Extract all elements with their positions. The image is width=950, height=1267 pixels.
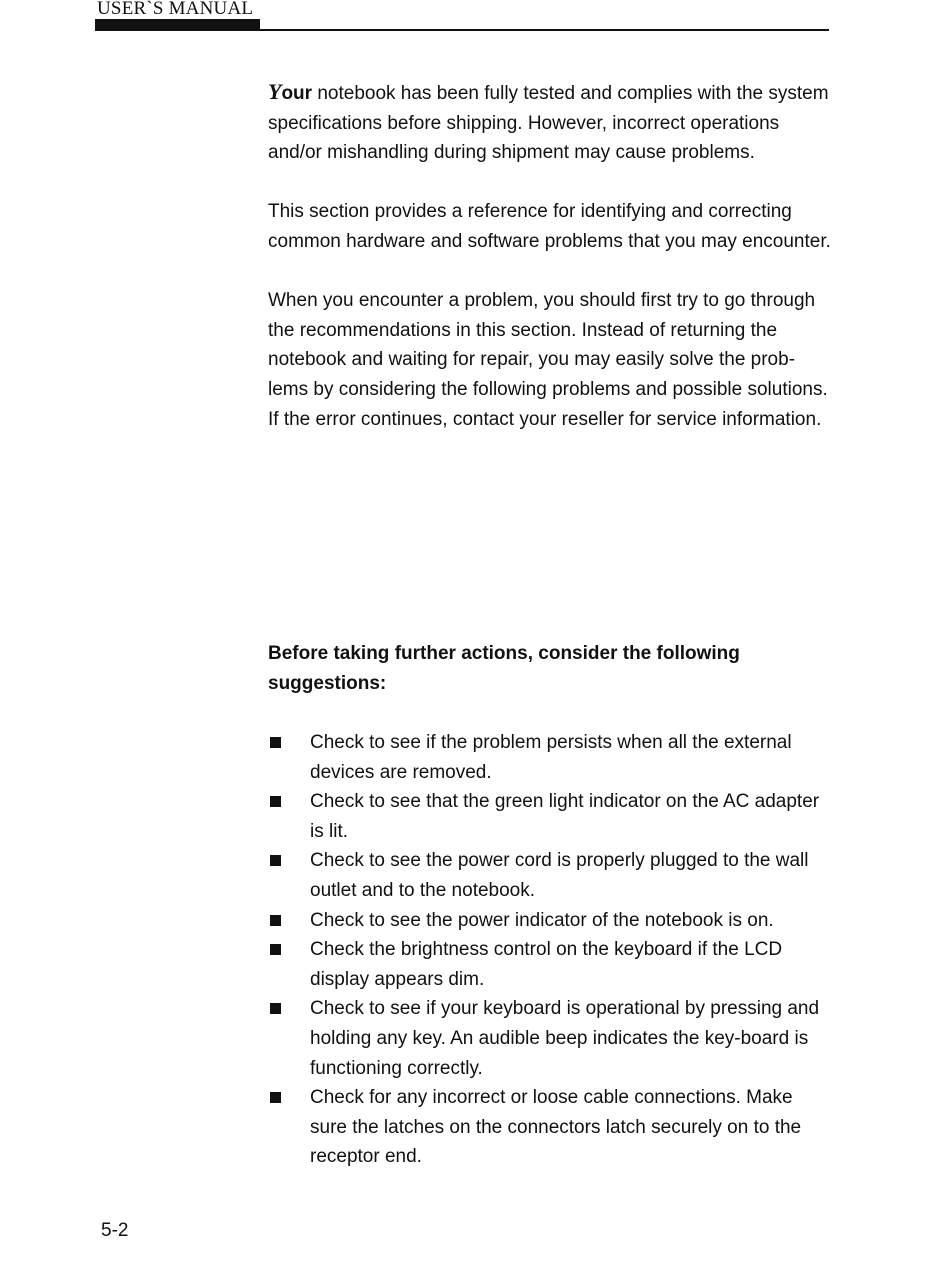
list-item bbox=[268, 935, 833, 994]
list-item bbox=[268, 994, 833, 1083]
intro-section bbox=[268, 77, 833, 434]
list-item-text: Check to see that the green light indicator on the AC adapter is lit. bbox=[310, 791, 820, 842]
list-item bbox=[268, 906, 833, 936]
lead-rest: our bbox=[281, 83, 313, 104]
lead-word bbox=[268, 79, 313, 104]
square-bullet-icon bbox=[270, 796, 281, 807]
list-item bbox=[268, 1083, 833, 1172]
intro-paragraph-1 bbox=[268, 77, 833, 168]
square-bullet-icon bbox=[270, 915, 281, 926]
intro-paragraph-3: When you encounter a problem, you should first try to go through the recommendations in this section. Instead of returning the notebook and waiting for repair, you may easily solve the prob-lems by considering the following problems and possible solutions. If the error continues, contact your reseller for service information. bbox=[268, 290, 828, 430]
list-item-text: Check to see if the problem persists when all the external devices are removed. bbox=[310, 732, 792, 783]
square-bullet-icon bbox=[270, 1092, 281, 1103]
list-item-text: Check for any incorrect or loose cable connections. Make sure the latches on the connectors latch securely on to the receptor end. bbox=[310, 1087, 802, 1168]
list-item-text: Check to see if your keyboard is operational by pressing and holding any key. An audible beep indicates the key-board is functioning correctly. bbox=[310, 998, 820, 1079]
intro-paragraph-2: This section provides a reference for identifying and correcting common hardware and software problems that you may encounter. bbox=[268, 201, 831, 252]
list-item-text: Check to see the power indicator of the notebook is on. bbox=[310, 909, 774, 931]
square-bullet-icon bbox=[270, 1003, 281, 1014]
header-title: USER`S MANUAL bbox=[97, 0, 254, 19]
list-item-text: Check the brightness control on the keyboard if the LCD display appears dim. bbox=[310, 939, 783, 990]
page-number: 5-2 bbox=[101, 1220, 129, 1241]
list-item-text: Check to see the power cord is properly plugged to the wall outlet and to the notebook. bbox=[310, 850, 809, 901]
square-bullet-icon bbox=[270, 737, 281, 748]
list-item bbox=[268, 846, 833, 905]
lead-cap: Y bbox=[268, 79, 282, 104]
square-bullet-icon bbox=[270, 944, 281, 955]
square-bullet-icon bbox=[270, 855, 281, 866]
para1-text: notebook has been fully tested and complies with the system specifications before shipping. However, incorrect operations and/or mishandling during shipment may cause problems. bbox=[268, 83, 829, 164]
list-item bbox=[268, 728, 833, 787]
list-item bbox=[268, 787, 833, 846]
suggestions-heading: Before taking further actions, consider the following suggestions: bbox=[268, 643, 740, 694]
header-rule bbox=[95, 29, 829, 31]
suggestions-list bbox=[268, 728, 833, 1172]
